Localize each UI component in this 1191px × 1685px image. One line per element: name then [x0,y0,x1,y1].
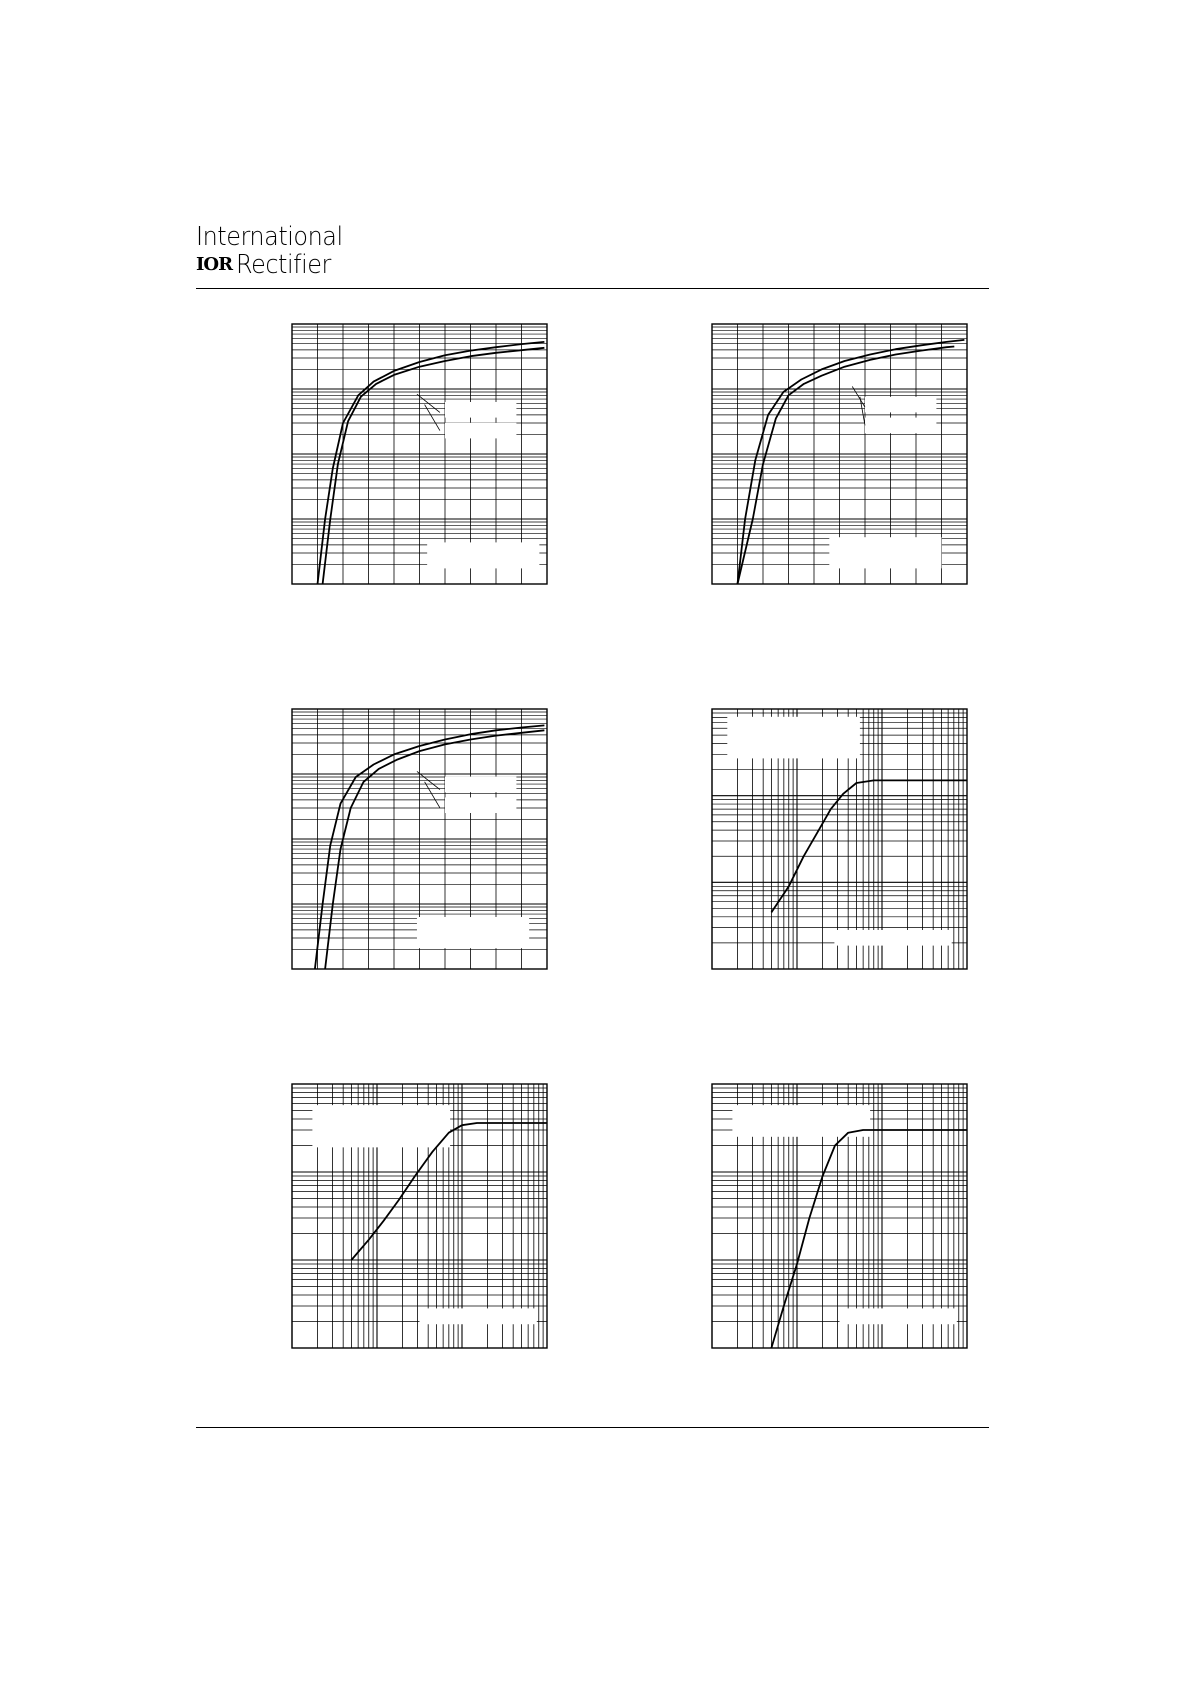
label-box [829,537,941,568]
label-box [420,1308,537,1324]
label-box [834,930,951,946]
label-box [865,397,936,413]
label-box [445,402,516,418]
leader-line [860,397,865,426]
label-box [840,1308,957,1324]
header-divider [196,288,989,289]
chart-5 [286,1078,553,1354]
chart-1 [286,318,553,590]
label-box [727,717,860,759]
chart-6 [706,1078,973,1354]
label-box [445,423,516,439]
chart-4 [706,703,973,975]
label-box [445,797,516,813]
label-box [312,1105,450,1147]
label-box [427,542,539,568]
footer-divider [196,1427,989,1428]
label-box [445,777,516,793]
chart-2 [706,318,973,590]
ior-logo-mark: IOR [196,254,233,275]
label-box [865,418,936,434]
company-name-line1: International [196,222,343,252]
company-logo [196,222,355,280]
leader-line [425,782,440,808]
label-box [417,917,529,948]
chart-3 [286,703,553,975]
company-name-line2: Rectifier [236,250,331,280]
company-name-line2-row [196,250,355,280]
